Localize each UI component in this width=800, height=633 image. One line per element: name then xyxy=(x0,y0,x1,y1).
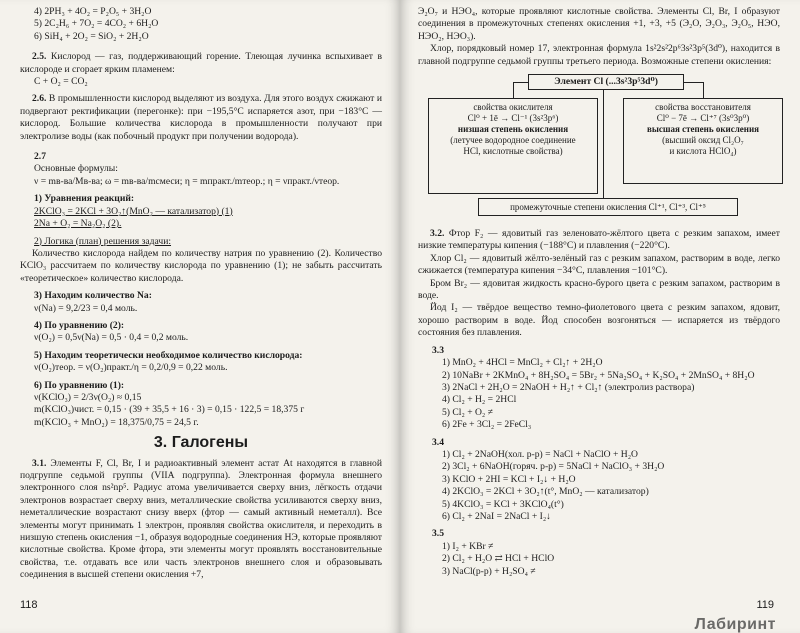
section-label-3-3: 3.3 xyxy=(432,344,444,356)
watermark-logo: Лабиринт xyxy=(694,615,776,633)
equation-line: 2) 3Cl₂ + 6NaOH(горяч. р-р) = 5NaCl + NaClO₃ + 3H₂O xyxy=(442,461,665,473)
step-3-equation: ν(Na) = 9,2/23 = 0,4 моль. xyxy=(34,302,138,314)
equation-line: 2) 10NaBr + 2KMnO₄ + 8H₂SO₄ = 5Br₂ + 5Na₂SO₄ + K₂SO₄ + 2MnSO₄ + 8H₂O xyxy=(442,369,755,381)
equation-line: 6) Cl₂ + 2NaI = 2NaCl + I₂↓ xyxy=(442,510,551,522)
equation-line: 1) MnO₂ + 4HCl = MnCl₂ + Cl₂↑ + 2H₂O xyxy=(442,357,603,369)
equation-line: 2) Cl₂ + H₂O ⇄ HCl + HClO xyxy=(442,553,555,565)
section-label: 2.6. xyxy=(32,93,47,105)
section-label: 2.5. xyxy=(32,51,47,63)
step-4-equation: ν(O₂) = 0,5ν(Na) = 0,5 · 0,4 = 0,2 моль. xyxy=(34,332,189,344)
equation-line: 4) Cl₂ + H₂ = 2HCl xyxy=(442,394,517,406)
reducer-box: свойства восстановителя Cl⁰ − 7ē → Cl⁺⁷ (3s⁰3p⁰) высшая степень окисления (высший оксид Cl₂O₇ и кислота HClO₄) xyxy=(623,98,783,184)
equation-line: 4) 2PH₃ + 4O₂ = P₂O₅ + 3H₂O xyxy=(34,6,152,17)
chlorine-diagram xyxy=(418,74,780,224)
section-label-3-5: 3.5 xyxy=(432,528,444,540)
section-label-2-7: 2.7 xyxy=(34,151,46,163)
step-6-equation: m(KClO₃)чист. = 0,15 · (39 + 35,5 + 16 · 3) = 0,15 · 122,5 = 18,375 г xyxy=(34,404,305,416)
equation-line: 5) 2C₂H₆ + 7O₂ = 4CO₂ + 6H₂O xyxy=(34,18,159,30)
chapter-title: 3. Галогены xyxy=(153,434,249,452)
equation-line: 1) Cl₂ + 2NaOH(хол. р-р) = NaCl + NaClO + H₂O xyxy=(442,448,638,460)
reaction-1: 2KClO₃ = 2KCl + 3O₂↑(MnO₂ — катализатор) (1) xyxy=(34,205,233,217)
equation-line: 6) 2Fe + 3Cl₂ = 2FeCl₃ xyxy=(442,419,532,431)
equation-line: 5) 4KClO₃ = KCl + 3KClO₄(t°) xyxy=(442,498,564,510)
step-6-equation: m(KClO₃ + MnO₂) = 18,375/0,75 = 24,5 г. xyxy=(34,416,199,428)
logic-text: Количество кислорода найдем по количеству натрия по уравнению (2). Количество KClO₃ рассчитаем по количеству кислорода по уравнению (1); не забыть рассчитать «теоретическое» количество кислорода. xyxy=(20,247,382,284)
formulas: ν = mв-ва/Mв-ва; ω = mв-ва/mсмеси; η = mпракт./mтеор.; η = νпракт./νтеор. xyxy=(34,175,340,187)
reaction-2: 2Na + O₂ = Na₂O₂ (2). xyxy=(34,218,122,230)
paragraph-2-5: 2.5. Кислород — газ, поддерживающий горение. Тлеющая лучинка вспыхивает в кислороде и сгорает ярким пламенем: xyxy=(20,51,382,75)
paragraph-2-6: 2.6. В промышленности кислород выделяют из воздуха. Для этого воздух сжижают и подвергают ректификации (перегонке): при −195,5°С испаряется азот, при −183°С — кислород. Большие количества кислорода в промышленности получают при электролизе воды (как побочный продукт при получении водорода). xyxy=(20,93,382,142)
equation-line: C + O₂ = CO₂ xyxy=(34,76,88,88)
step-4: 4) По уравнению (2): xyxy=(34,319,125,331)
paragraph-chlorine: Хлор, порядковый номер 17, электронная формула 1s²2s²2p⁶3s²3p⁵(3d⁰), находится в главной подгруппе седьмой группы третьего периода. Возможные степени окисления: xyxy=(418,43,780,67)
oxidizer-box: свойства окислителя Cl⁰ + 1ē → Cl⁻¹ (3s²3p⁶) низшая степень окисления (летучее водородное соединение HCl, кислотные свойства) xyxy=(428,98,598,194)
equation-line: 3) KClO + 2HI = KCl + I₂↓ + H₂O xyxy=(442,473,576,485)
step-3: 3) Находим количество Na: xyxy=(34,290,152,302)
step-6-equation: ν(KClO₃) = 2/3ν(O₂) ≈ 0,15 xyxy=(34,391,142,403)
step-6: 6) По уравнению (1): xyxy=(34,379,125,391)
equation-line: 3) NaCl(р-р) + H₂SO₄ ≠ xyxy=(442,565,536,577)
paragraph-continuation: Э₂О₇ и НЭО₄, которые проявляют кислотные свойства. Элементы Cl, Br, I образуют соединения в промежуточных степенях окисления +1, +3, +5 (Э₂О, Э₂О₃, Э₂О₅, НЭО, НЭО₂, НЭО₃). xyxy=(418,6,780,42)
diagram-title: Элемент Cl (...3s²3p⁵3d⁰) xyxy=(528,74,684,90)
section-label: 3.2. xyxy=(430,228,445,240)
equation-line: 1) I₂ + KBr ≠ xyxy=(442,540,494,552)
page-number: 119 xyxy=(756,598,774,611)
intermediate-box: промежуточные степени окисления Cl⁺¹, Cl⁺³, Cl⁺⁵ xyxy=(478,198,738,216)
equation-line: 4) 2KClO₃ = 2KCl + 3O₂↑(t°, MnO₂ — катализатор) xyxy=(442,486,649,498)
page-number: 118 xyxy=(20,598,38,611)
reactions-label: 1) Уравнения реакций: xyxy=(34,193,135,205)
section-label: 3.1. xyxy=(32,457,47,469)
equation-line: 3) 2NaCl + 2H₂O = 2NaOH + H₂↑ + Cl₂↑ (электролиз раствора) xyxy=(442,381,695,393)
logic-label: 2) Логика (план) решения задачи: xyxy=(34,235,172,247)
paragraph-iodine: Йод I₂ — твёрдое вещество темно-фиолетового цвета с резким запахом, ядовит, хорошо растворим в воде. Йод способен возгоняться — испаряется из твёрдого состояния без плавления. xyxy=(418,302,780,339)
paragraph-chlorine-gas: Хлор Cl₂ — ядовитый жёлто-зелёный газ с резким запахом, растворим в воде, легко сжижается (температура кипения −34°С, плавления −101°С). xyxy=(418,252,780,277)
equation-line: 6) SiH₄ + 2O₂ = SiO₂ + 2H₂O xyxy=(34,30,149,42)
equation-line: 5) Cl₂ + O₂ ≠ xyxy=(442,406,493,418)
paragraph-3-1: 3.1. Элементы F, Cl, Br, I и радиоактивный элемент астат At находятся в главной подгруппе седьмой группы (VIIA подгруппа). Электронная формула внешнего электронного слоя ns²np⁵. Радиус атома увеличивается сверху вниз, лёгкость отдачи электронов возрастает сверху вниз, металлические свойства усиливаются сверху вниз, неметаллические возрастают снизу вверх (фтор — самый активный неметалл). Все элементы могут принимать 1 электрон, проявляя свойства окислителя, и переходить в низшую степень окисления −1, образуя водородные соединения HЭ, которые проявляют кислотные свойства. Кроме фтора, эти элементы могут проявлять восстановительные свойства, т.е. отдавать все или часть электронов внешнего слоя и образовывать соединения в высшей степени окисления +7, xyxy=(20,457,382,581)
step-5: 5) Находим теоретически необходимое количество кислорода: xyxy=(34,349,303,361)
section-label-3-4: 3.4 xyxy=(432,436,444,448)
paragraph-bromine: Бром Br₂ — ядовитая жидкость красно-бурого цвета с резким запахом, растворим в воде. xyxy=(418,277,780,302)
paragraph-3-2: 3.2. Фтор F₂ — ядовитый газ зеленовато-жёлтого цвета с резким запахом, имеет низкие температуры кипения (−188°С) и плавления (−220°С). xyxy=(418,228,780,252)
step-5-equation: ν(O₂)теор. = ν(O₂)практ./η = 0,2/0,9 = 0,22 моль. xyxy=(34,362,228,374)
right-page xyxy=(400,0,800,633)
formulas-label: Основные формулы: xyxy=(34,163,118,175)
